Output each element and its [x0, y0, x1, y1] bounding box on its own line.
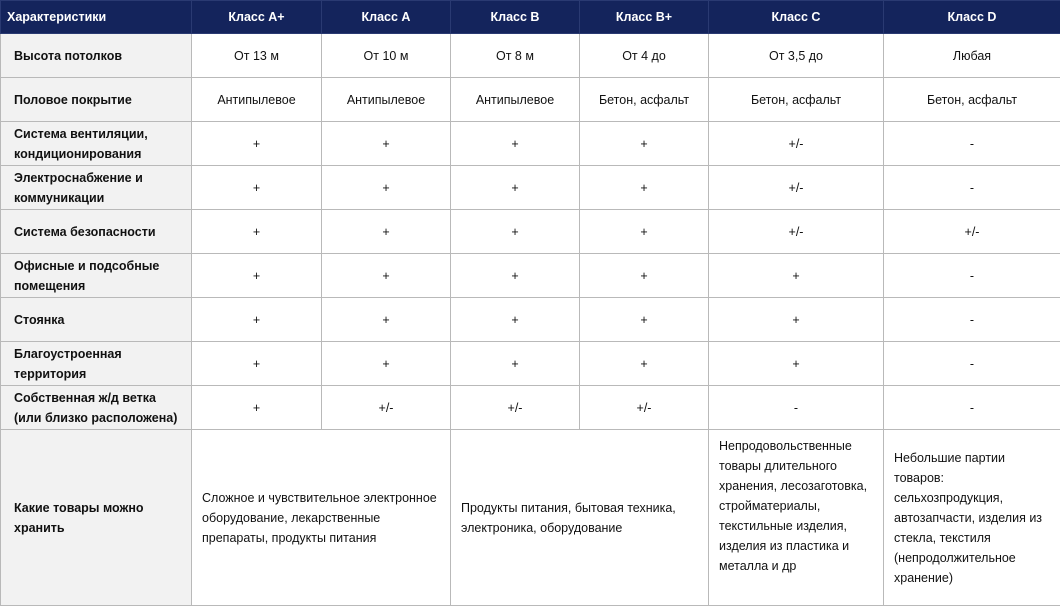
header-class-b-plus: Класс В+: [580, 1, 709, 34]
row-label: Собственная ж/д ветка (или близко расположена): [1, 386, 192, 430]
table-cell: От 13 м: [192, 34, 322, 78]
table-cell: +: [580, 122, 709, 166]
goods-class-b: Продукты питания, бытовая техника, электроника, оборудование: [451, 430, 709, 606]
table-cell: +/-: [322, 386, 451, 430]
row-label: Система вентиляции, кондиционирования: [1, 122, 192, 166]
goods-class-d: Небольшие партии товаров: сельхозпродукция, автозапчасти, изделия из стекла, текстиля (непродолжительное хранение): [884, 430, 1060, 606]
table-cell: От 10 м: [322, 34, 451, 78]
header-class-a: Класс А: [322, 1, 451, 34]
goods-row: [1, 430, 1060, 606]
row-label: Электроснабжение и коммуникации: [1, 166, 192, 210]
table-cell: +: [451, 254, 580, 298]
table-cell: Бетон, асфальт: [580, 78, 709, 122]
table-cell: -: [884, 166, 1060, 210]
table-cell: +: [192, 210, 322, 254]
header-class-a-plus: Класс А+: [192, 1, 322, 34]
table-cell: +: [451, 166, 580, 210]
table-cell: +: [709, 254, 884, 298]
table-cell: -: [884, 254, 1060, 298]
header-class-b: Класс В: [451, 1, 580, 34]
table-cell: Антипылевое: [192, 78, 322, 122]
table-cell: +: [192, 254, 322, 298]
table-cell: +/-: [709, 166, 884, 210]
table-cell: +/-: [451, 386, 580, 430]
table-cell: Антипылевое: [322, 78, 451, 122]
table-cell: +: [322, 210, 451, 254]
row-label: Какие товары можно хранить: [1, 430, 192, 606]
goods-class-c: Непродовольственные товары длительного хранения, лесозаготовка, стройматериалы, текстильные изделия, изделия из пластика и металла и др: [709, 430, 884, 606]
table-cell: Антипылевое: [451, 78, 580, 122]
table-cell: +: [192, 298, 322, 342]
table-cell: +: [322, 298, 451, 342]
row-label: Система безопасности: [1, 210, 192, 254]
table-cell: От 3,5 до: [709, 34, 884, 78]
table-cell: +: [451, 210, 580, 254]
header-class-d: Класс D: [884, 1, 1060, 34]
table-cell: +: [192, 166, 322, 210]
row-label: Высота потолков: [1, 34, 192, 78]
header-characteristics: Характеристики: [1, 1, 192, 34]
table-cell: +: [451, 122, 580, 166]
table-cell: +: [322, 254, 451, 298]
table-cell: +: [192, 122, 322, 166]
table-cell: +/-: [709, 122, 884, 166]
table-cell: -: [884, 342, 1060, 386]
table-cell: +: [451, 298, 580, 342]
goods-class-a: Сложное и чувствительное электронное оборудование, лекарственные препараты, продукты питания: [192, 430, 451, 606]
table-cell: Любая: [884, 34, 1060, 78]
table-cell: +: [580, 342, 709, 386]
table-cell: +: [709, 298, 884, 342]
table-cell: -: [884, 386, 1060, 430]
table-cell: -: [884, 298, 1060, 342]
table-cell: Бетон, асфальт: [884, 78, 1060, 122]
table-cell: От 8 м: [451, 34, 580, 78]
table-cell: +: [580, 166, 709, 210]
table-cell: -: [884, 122, 1060, 166]
row-label: Благоустроенная территория: [1, 342, 192, 386]
table-cell: +: [192, 386, 322, 430]
table-cell: От 4 до: [580, 34, 709, 78]
header-class-c: Класс С: [709, 1, 884, 34]
table-cell: +/-: [580, 386, 709, 430]
table-cell: +: [709, 342, 884, 386]
table-cell: -: [709, 386, 884, 430]
table-cell: +: [580, 298, 709, 342]
table-cell: +: [322, 166, 451, 210]
table-row: [1, 78, 1060, 122]
table-row: [1, 34, 1060, 78]
table-row: [1, 386, 1060, 430]
table-row: [1, 342, 1060, 386]
table-cell: +: [192, 342, 322, 386]
row-label: Стоянка: [1, 298, 192, 342]
table-cell: +: [451, 342, 580, 386]
table-cell: +: [322, 342, 451, 386]
table-row: [1, 298, 1060, 342]
header-row: [1, 1, 1060, 34]
table-cell: +: [322, 122, 451, 166]
table-cell: +/-: [709, 210, 884, 254]
table-cell: +: [580, 254, 709, 298]
table-row: [1, 210, 1060, 254]
table-row: [1, 122, 1060, 166]
row-label: Половое покрытие: [1, 78, 192, 122]
table-row: [1, 166, 1060, 210]
table-row: [1, 254, 1060, 298]
table-cell: +/-: [884, 210, 1060, 254]
table-cell: Бетон, асфальт: [709, 78, 884, 122]
row-label: Офисные и подсобные помещения: [1, 254, 192, 298]
table-cell: +: [580, 210, 709, 254]
